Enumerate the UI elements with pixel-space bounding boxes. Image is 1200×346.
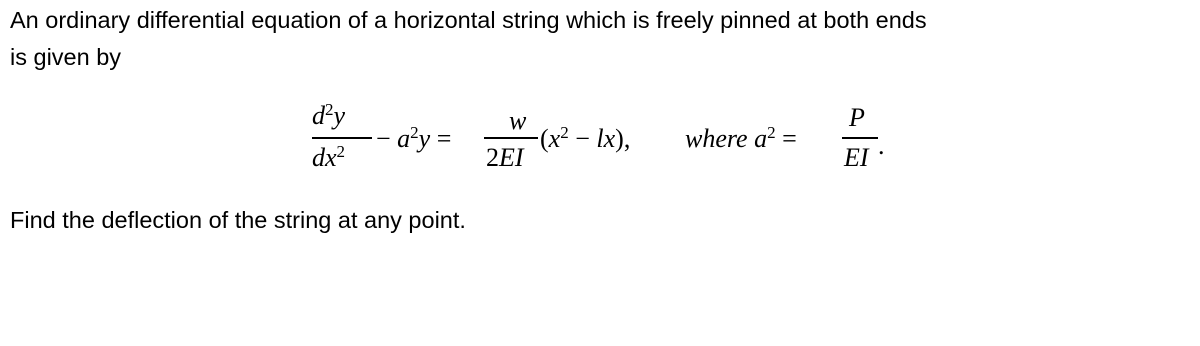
lhs-numerator: $d^2y$ [312,100,346,130]
lhs-fraction-bar [312,137,372,139]
p-numerator: P [849,103,865,132]
where-clause: where $a^2$ = [685,123,797,153]
minus-term: − $a^2y$ = [376,123,452,153]
rhs-fraction-bar [484,137,538,139]
p-denominator: EI [844,143,869,172]
intro-line-1: An ordinary differential equation of a horizontal string which is freely pinned at both ends [10,7,927,33]
rhs-factor: $(x^2 - lx)$, [540,123,631,153]
lhs-denominator: $dx^2$ [312,142,346,172]
differential-equation [312,100,912,183]
end-period: . [878,131,885,160]
rhs-denominator: 2EI [486,143,524,172]
question-text: Find the deflection of the string at any point. [10,207,466,233]
rhs-numerator: w [509,106,527,135]
p-fraction-bar [842,137,878,139]
intro-line-2: is given by [10,44,122,70]
